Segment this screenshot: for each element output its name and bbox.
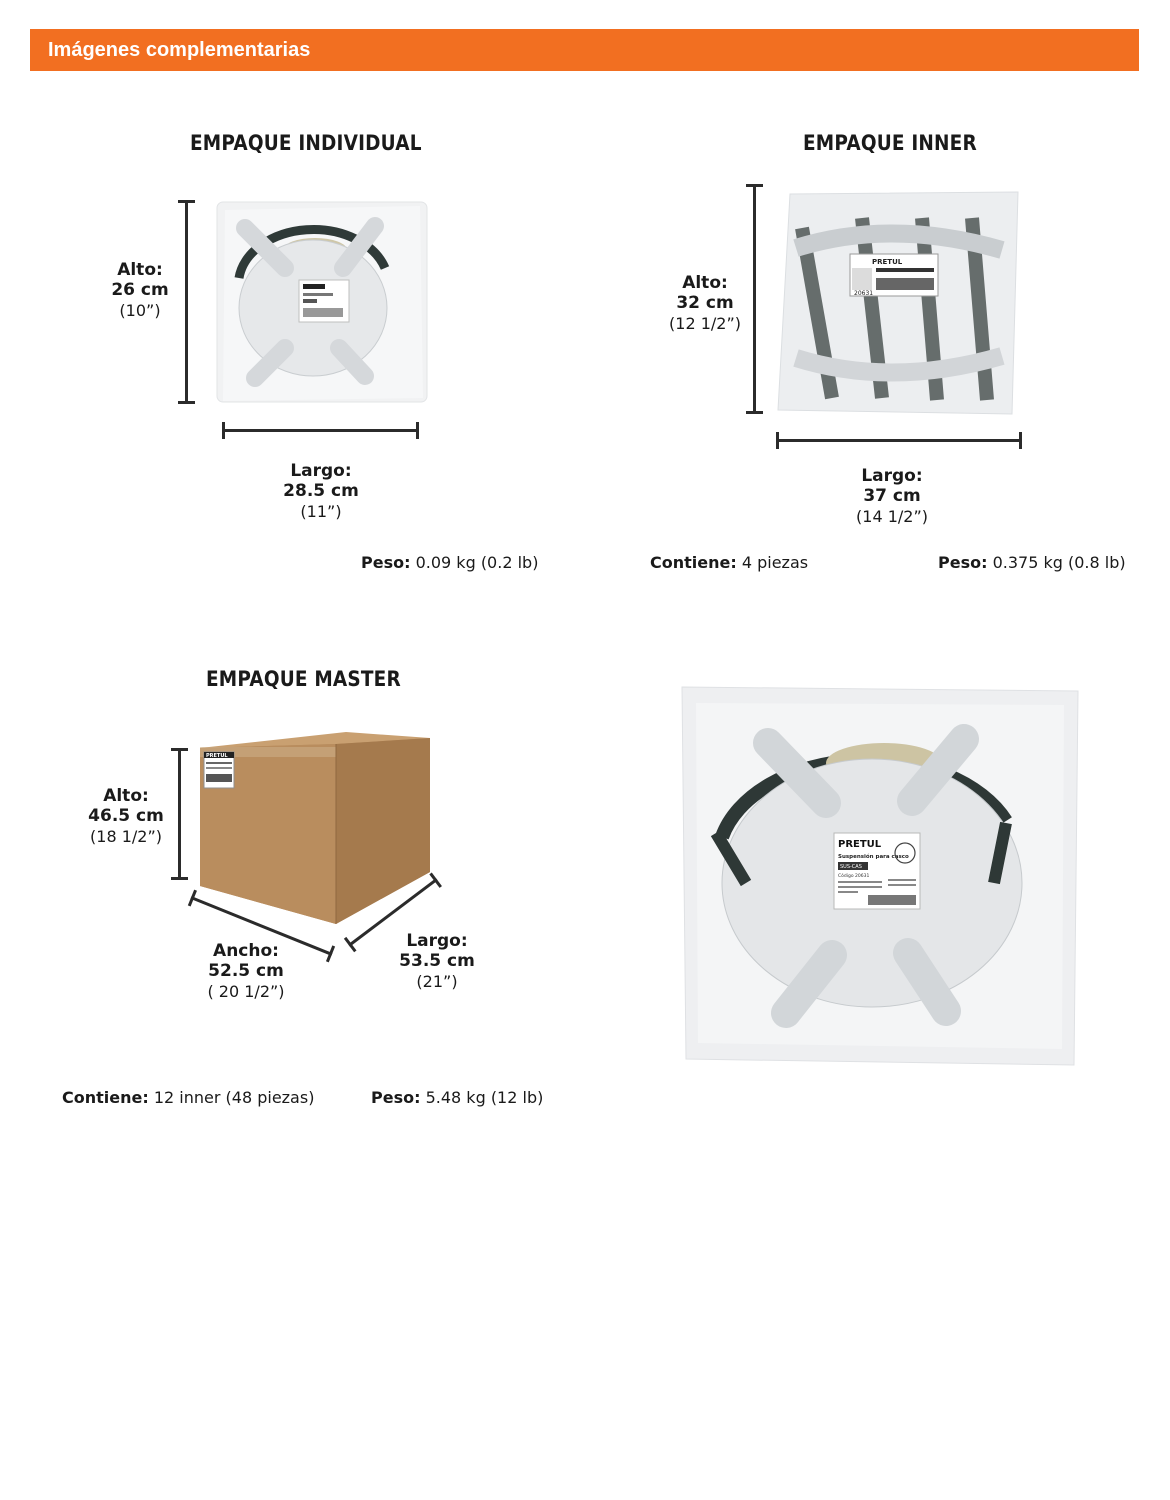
product-package-image bbox=[676, 683, 1082, 1069]
master-box-image bbox=[196, 732, 434, 932]
inner-weight: Peso: 0.375 kg (0.8 lb) bbox=[938, 553, 1126, 572]
individual-title: EMPAQUE INDIVIDUAL bbox=[190, 131, 422, 155]
master-box-brand: PRETUL bbox=[206, 753, 228, 759]
product-label-name: Suspensión para casco bbox=[838, 854, 909, 860]
master-width-label: Ancho: 52.5 cm ( 20 1/2”) bbox=[207, 941, 285, 1001]
inner-title: EMPAQUE INNER bbox=[803, 131, 977, 155]
inner-contents: Contiene: 4 piezas bbox=[650, 553, 809, 572]
inner-tag-code: 20631 bbox=[854, 290, 874, 297]
section-header: Imágenes complementarias bbox=[30, 29, 1139, 71]
master-height-dimension-line bbox=[178, 748, 181, 880]
product-label-brand: PRETUL bbox=[838, 839, 882, 850]
master-length-label: Largo: 53.5 cm (21”) bbox=[399, 931, 475, 991]
individual-length-label: Largo: 28.5 cm (11”) bbox=[283, 461, 359, 521]
product-label-model: SUS-CAS bbox=[840, 864, 862, 870]
individual-package-image bbox=[215, 198, 431, 408]
inner-length-label: Largo: 37 cm (14 1/2”) bbox=[856, 466, 928, 526]
master-title: EMPAQUE MASTER bbox=[206, 667, 401, 691]
individual-weight: Peso: 0.09 kg (0.2 lb) bbox=[361, 553, 539, 572]
inner-height-dimension-line bbox=[753, 184, 756, 414]
individual-height-dimension-line bbox=[185, 200, 188, 404]
individual-height-label: Alto: 26 cm (10”) bbox=[111, 260, 169, 320]
individual-length-dimension-line bbox=[222, 429, 419, 432]
master-contents: Contiene: 12 inner (48 piezas) bbox=[62, 1088, 315, 1107]
inner-tag-brand: PRETUL bbox=[872, 258, 903, 266]
master-weight: Peso: 5.48 kg (12 lb) bbox=[371, 1088, 544, 1107]
inner-package-image bbox=[772, 188, 1024, 418]
product-label-code: Código 20631 bbox=[838, 874, 870, 879]
inner-height-label: Alto: 32 cm (12 1/2”) bbox=[669, 273, 741, 333]
inner-length-dimension-line bbox=[776, 439, 1022, 442]
master-height-label: Alto: 46.5 cm (18 1/2”) bbox=[88, 786, 164, 846]
